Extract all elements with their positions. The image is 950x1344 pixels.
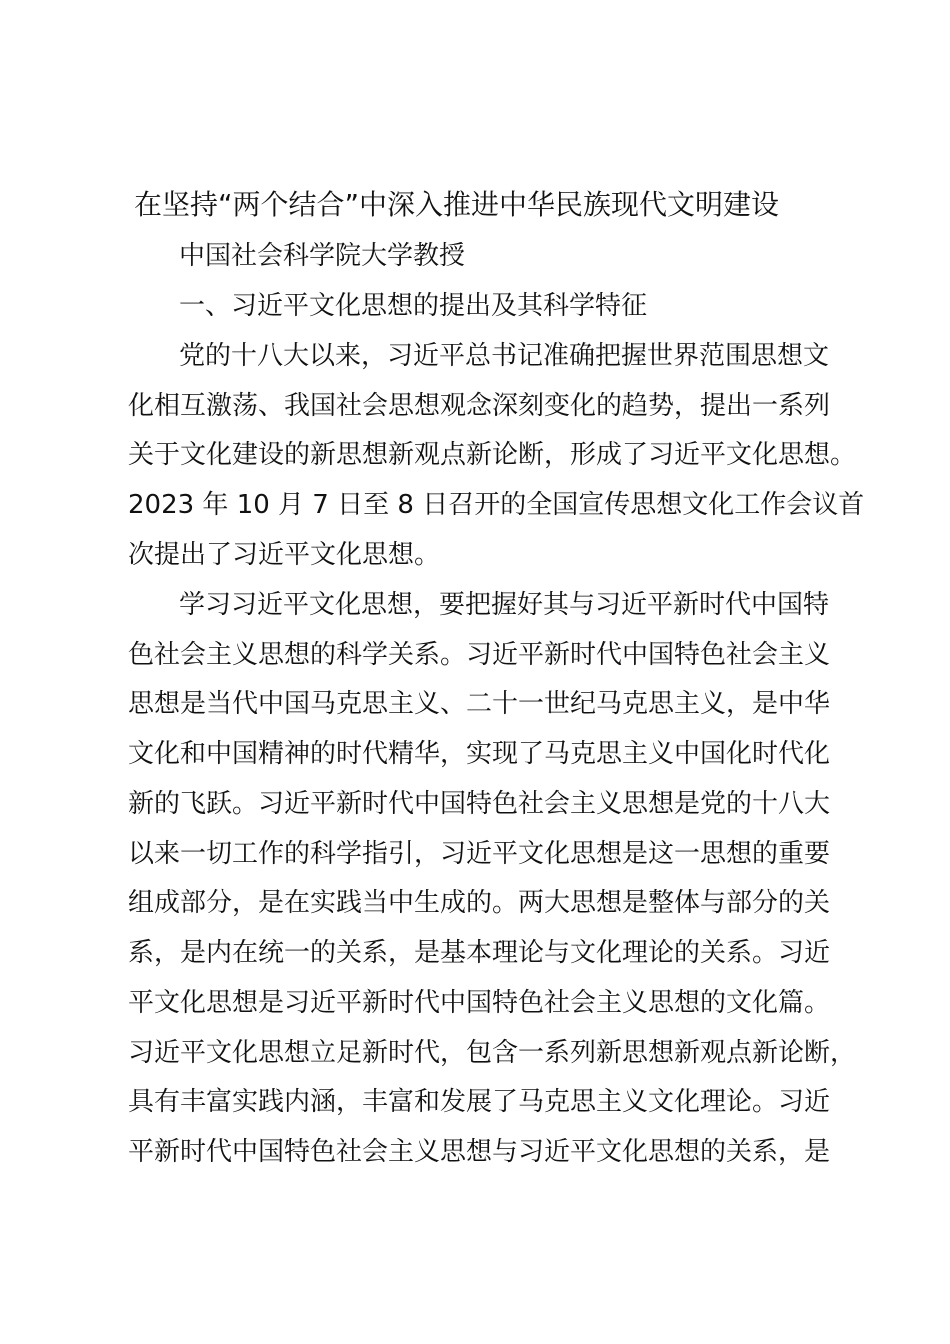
paragraph-line: 化相互激荡、我国社会思想观念深刻变化的趋势，提出一系列 [128,391,831,421]
paragraph-line: 2023 年 10 月 7 日至 8 日召开的全国宣传思想文化工作会议首 [128,490,865,520]
paragraph-line: 次提出了习近平文化思想。 [128,540,441,570]
paragraph-line: 新的飞跃。习近平新时代中国特色社会主义思想是党的十八大 [128,789,831,819]
paragraph-line: 组成部分，是在实践当中生成的。两大思想是整体与部分的关 [128,888,831,918]
paragraph-line: 关于文化建设的新思想新观点新论断，形成了习近平文化思想。 [128,440,857,470]
paragraph-line: 文化和中国精神的时代精华，实现了马克思主义中国化时代化 [128,739,831,769]
paragraph-line: 以来一切工作的科学指引，习近平文化思想是这一思想的重要 [128,839,831,869]
paragraph-line: 思想是当代中国马克思主义、二十一世纪马克思主义，是中华 [128,689,831,719]
paragraph-line: 习近平文化思想立足新时代，包含一系列新思想新观点新论断， [128,1038,857,1068]
paragraph-line: 平新时代中国特色社会主义思想与习近平文化思想的关系，是 [128,1137,831,1167]
paragraph-line: 系，是内在统一的关系，是基本理论与文化理论的关系。习近 [128,938,831,968]
paragraph-line: 色社会主义思想的科学关系。习近平新时代中国特色社会主义 [128,640,831,670]
section-heading: 一、习近平文化思想的提出及其科学特征 [179,291,648,321]
document-title: 在坚持“两个结合”中深入推进中华民族现代文明建设 [134,188,780,221]
author-line: 中国社会科学院大学教授 [179,241,466,271]
paragraph-line: 学习习近平文化思想，要把握好其与习近平新时代中国特 [179,590,830,620]
paragraph-line: 具有丰富实践内涵，丰富和发展了马克思主义文化理论。习近 [128,1087,831,1117]
paragraph-line: 党的十八大以来，习近平总书记准确把握世界范围思想文 [179,341,830,371]
paragraph-line: 平文化思想是习近平新时代中国特色社会主义思想的文化篇。 [128,988,831,1018]
